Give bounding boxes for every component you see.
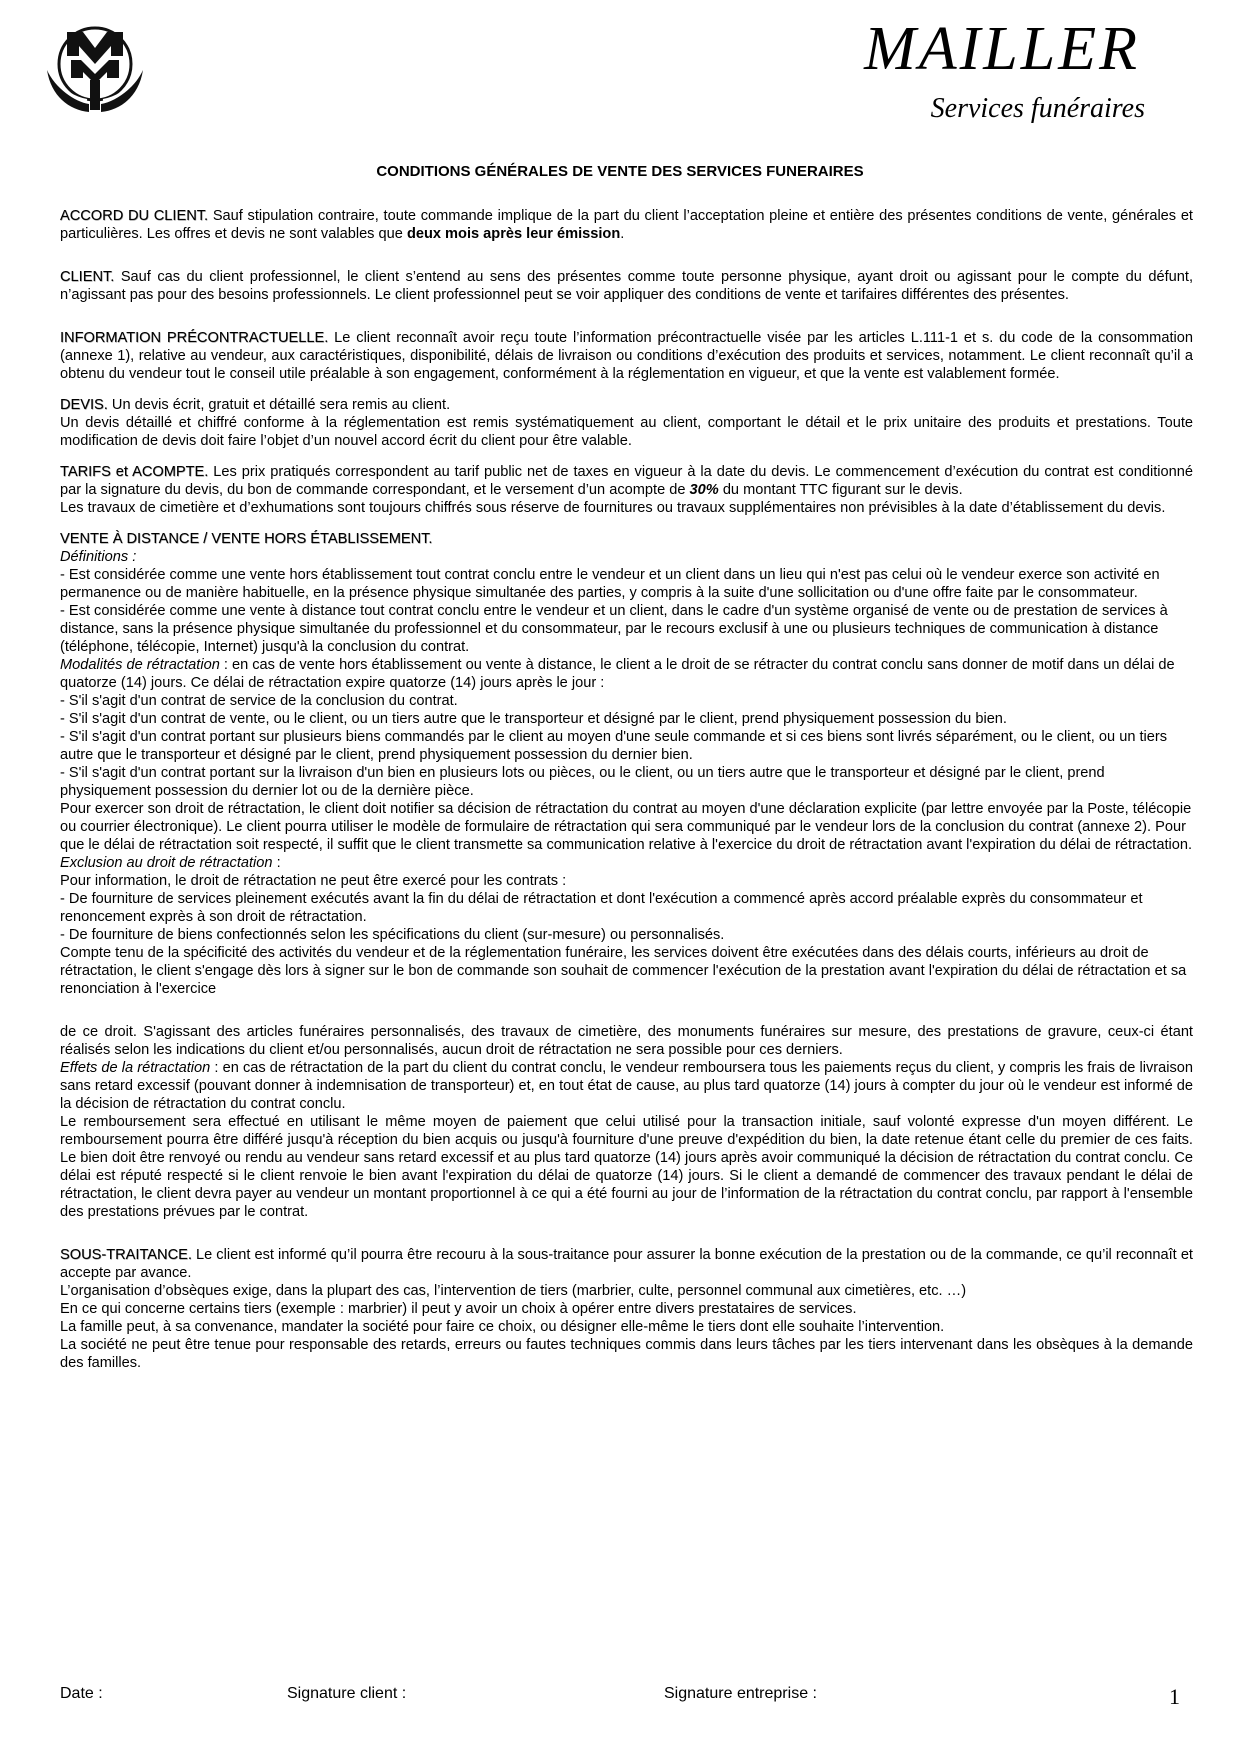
modalites-paragraph: Modalités de rétractation : en cas de vente hors établissement ou vente à distance, le client a le droit de se rétracter du contrat conclu sans donner de motif dans un délai de quatorze (14) jours. Ce délai de rétractation expire quatorze (14) jours après le jour :	[60, 657, 1175, 691]
section-heading: INFORMATION PRÉCONTRACTUELLE.	[60, 330, 329, 346]
page-number: 1	[1169, 1684, 1180, 1709]
remboursement-paragraph: Le remboursement sera effectué en utilisant le même moyen de paiement que celui utilisé pour la transaction initiale, sauf volonté expresse d'un moyen différent. Le remboursement pourra être différé jusqu'à réception du bien acquis ou jusqu'à fourniture d'une preuve d'expédition du bien, la date retenue étant celle du premier de ces faits. Le bien doit être renvoyé ou rendu au vendeur sans retard excessif et au plus tard quatorze (14) jours après avoir communiqué la décision de rétractation du contrat conclu. Ce délai est réputé respecté si le client renvoie le bien avant l'expiration du délai de quatorze (14) jours. Si le client a demandé de commencer des travaux pendant le délai de rétractation, le client devra payer au vendeur un montant proportionnel à ce qui a été fourni au jour de l’information de la rétractation du contrat conclu, par rapport à l'ensemble des prestations prévues par le contrat.	[60, 1114, 1193, 1220]
sous-traitance-line: La société ne peut être tenue pour responsable des retards, erreurs ou fautes techniques commis dans leurs tâches par les tiers intervenant dans les obsèques à la demande des familles.	[60, 1337, 1193, 1371]
brand-name: MAILLER	[864, 15, 1140, 83]
date-label: Date :	[60, 1685, 103, 1702]
document-body	[60, 207, 1193, 1372]
exclusion-heading: Exclusion au droit de rétractation :	[60, 855, 281, 871]
tarifs-paragraph: Les travaux de cimetière et d’exhumations sont toujours chiffrés sous réserve de fournitures ou travaux supplémentaires non prévisibles à la date d’établissement du devis.	[60, 500, 1166, 516]
section-text: Un devis écrit, gratuit et détaillé sera remis au client.	[107, 397, 451, 413]
case-line: - S'il s'agit d'un contrat de service de la conclusion du contrat.	[60, 693, 458, 709]
effets-paragraph: Effets de la rétractation : en cas de rétractation de la part du client du contrat conclu, le vendeur remboursera tous les paiements reçus du client, y compris les frais de livraison sans retard excessif (pouvant donner à indemnisation de transporteur) et, en tout état de cause, au plus tard quatorze (14) jours à compter du jour où le vendeur est informé de la décision de rétractation du contrat conclu.	[60, 1060, 1194, 1112]
section-sous-traitance	[60, 1246, 1193, 1282]
sous-traitance-line: L’organisation d’obsèques exige, dans la plupart des cas, l’intervention de tiers (marbrier, culte, personnel communal aux cimetières, etc. …)	[60, 1283, 967, 1299]
definitions-label: Définitions :	[60, 549, 137, 565]
sous-traitance-line: En ce qui concerne certains tiers (exemple : marbrier) il peut y avoir un choix à opérer entre divers prestataires de services.	[60, 1301, 857, 1317]
section-devis	[60, 396, 1193, 414]
signature-client-label: Signature client :	[287, 1685, 407, 1702]
brand-subtitle: Services funéraires	[930, 93, 1145, 124]
section-text: Sauf stipulation contraire, toute commande implique de la part du client l’acceptation pleine et entière des présentes conditions de vente, générales et particulières. Les offres et devis ne sont valables que	[60, 208, 1193, 242]
compte-tenu-paragraph: Compte tenu de la spécificité des activités du vendeur et de la réglementation funéraire, les services doivent être exécutées dans des délais courts, inférieurs au droit de rétractation, le client s'engage dès lors à signer sur le bon de commande son souhait de commencer l'exécution de la prestation avant l'expiration du délai de rétractation et sa renonciation à l'exercice	[60, 945, 1187, 997]
exclusion-label: Exclusion au droit de rétractation	[60, 855, 273, 871]
document-title: CONDITIONS GÉNÉRALES DE VENTE DES SERVICES FUNERAIRES	[376, 163, 864, 180]
exclusion-line: - De fourniture de services pleinement exécutés avant la fin du délai de rétractation et dont l'exécution a commencé après accord préalable exprès du consommateur et renoncement exprès à son droit de rétractation.	[60, 891, 1143, 925]
section-text: Les prix pratiqués correspondent au tarif public net de taxes en vigueur à la date du devis. Le commencement d’exécution du contrat est conditionné par la signature du devis, du bon de commande correspondant, et le versement d’un acompte de	[60, 464, 1193, 498]
section-tarifs: TARIFS et ACOMPTE. Les prix pratiqués correspondent au tarif public net de taxes en vigueur à la date du devis. Le commencement d’exécution du contrat est conditionné par la signature du devis, du bon de commande correspondant, et le versement d’un acompte de 30% du montant TTC figurant sur le devis.	[60, 464, 1193, 498]
continued-paragraph: de ce droit. S'agissant des articles funéraires personnalisés, des travaux de cimetière, des monuments funéraires sur mesure, des prestations de gravure, ceux-ci étant réalisés selon les indications du client et/ou personnalisés, aucun droit de rétractation ne sera possible pour ces derniers.	[60, 1024, 1193, 1058]
brand-wordmark	[830, 14, 1170, 134]
section-heading-vente: VENTE À DISTANCE / VENTE HORS ÉTABLISSEMENT.	[60, 531, 433, 547]
mailler-monogram-logo-icon	[45, 18, 145, 118]
section-heading: CLIENT.	[60, 269, 115, 285]
section-heading: DEVIS.	[60, 397, 108, 413]
case-line: - S'il s'agit d'un contrat portant sur plusieurs biens commandés par le client au moyen d'une seule commande et si ces biens sont livrés séparément, ou le client, ou un tiers autre que le transporteur et désigné par le client, prend physiquement possession du dernier bien.	[60, 729, 1168, 763]
definition-line: - Est considérée comme une vente à distance tout contrat conclu entre le vendeur et un client, dans le cadre d'un système organisé de vente ou de prestation de services à distance, sans la présence physique simultanée du professionnel et du consommateur, par le recours exclusif à une ou plusieurs techniques de communication à distance (téléphone, télécopie, Internet) jusqu'à la conclusion du contrat.	[60, 603, 1168, 655]
acompte-percent: 30%	[689, 482, 719, 498]
section-text: Sauf cas du client professionnel, le client s’entend au sens des présentes comme toute personne physique, ayant droit ou agissant pour le compte du défunt, n’agissant pas pour des besoins professionnels. Le client professionnel peut se voir appliquer des conditions de vente et tarifaires différentes des présentes.	[60, 269, 1193, 303]
section-accord: ACCORD DU CLIENT. Sauf stipulation contraire, toute commande implique de la part du client l’acceptation pleine et entière des présentes conditions de vente, générales et particulières. Les offres et devis ne sont valables que deux mois après leur émission.	[60, 208, 1193, 242]
case-line: - S'il s'agit d'un contrat portant sur la livraison d'un bien en plusieurs lots ou pièces, ou le client, ou un tiers autre que le transporteur et désigné par le client, prend physiquement possession du dernier lot ou de la dernière pièce.	[60, 765, 1105, 799]
section-client	[60, 268, 1193, 304]
section-information	[60, 329, 1193, 383]
section-text: Le client est informé qu’il pourra être recouru à la sous-traitance pour assurer la bonne exécution de la prestation ou de la commande, ce qu’il reconnaît et accepte par avance.	[60, 1247, 1193, 1281]
exclusion-line: - De fourniture de biens confectionnés selon les spécifications du client (sur-mesure) ou personnalisés.	[60, 927, 725, 943]
modalites-label: Modalités de rétractation	[60, 657, 220, 673]
case-line: - S'il s'agit d'un contrat de vente, ou le client, ou un tiers autre que le transporteur et désigné par le client, prend physiquement possession du bien.	[60, 711, 1007, 727]
emphasis-text: deux mois après leur émission	[406, 226, 621, 242]
devis-paragraph: Un devis détaillé et chiffré conforme à la réglementation est remis systématiquement au client, comportant le détail et le prix unitaire des produits et prestations. Toute modification de devis doit faire l’objet d’un nouvel accord écrit du client pour être valable.	[60, 415, 1193, 449]
exercer-paragraph: Pour exercer son droit de rétractation, le client doit notifier sa décision de rétractation du contrat au moyen d'une déclaration explicite (par lettre envoyée par la Poste, télécopie ou courrier électronique). Le client pourra utiliser le modèle de formulaire de rétractation qui sera communiqué par le vendeur lors de la conclusion du contrat (annexe 2). Pour que le délai de rétractation soit respecté, il suffit que le client transmette sa communication relative à l'exercice du droit de rétractation avant l'expiration du délai de rétractation.	[60, 801, 1193, 853]
section-heading: SOUS-TRAITANCE.	[60, 1247, 192, 1263]
sous-traitance-line: La famille peut, à sa convenance, mandater la société pour faire ce choix, ou désigner elle-même le tiers dont elle souhaite l’intervention.	[60, 1319, 945, 1335]
section-text: Le client reconnaît avoir reçu toute l’information précontractuelle visée par les articles L.111-1 et s. du code de la consommation (annexe 1), relative au vendeur, aux caractéristiques, disponibilité, délais de livraison ou conditions d’exécution des produits et services, notamment. Le client reconnaît qu’il a obtenu du vendeur tout le conseil utile préalable à son engagement, conformément à la réglementation en vigueur, et que la vente est valablement formée.	[60, 330, 1193, 382]
signature-entreprise-label: Signature entreprise :	[664, 1685, 817, 1702]
effets-label: Effets de la rétractation	[60, 1060, 211, 1076]
section-heading: TARIFS et ACOMPTE.	[60, 464, 209, 480]
definition-line: - Est considérée comme une vente hors établissement tout contrat conclu entre le vendeur et un client dans un lieu qui n'est pas celui où le vendeur exerce son activité en permanence ou de manière habituelle, en la présence physique simultanée des parties, y compris à la suite d'une sollicitation ou d'une offre faite par le consommateur.	[60, 567, 1160, 601]
exclusion-intro: Pour information, le droit de rétractation ne peut être exercé pour les contrats :	[60, 873, 567, 889]
section-heading: ACCORD DU CLIENT.	[60, 208, 209, 224]
